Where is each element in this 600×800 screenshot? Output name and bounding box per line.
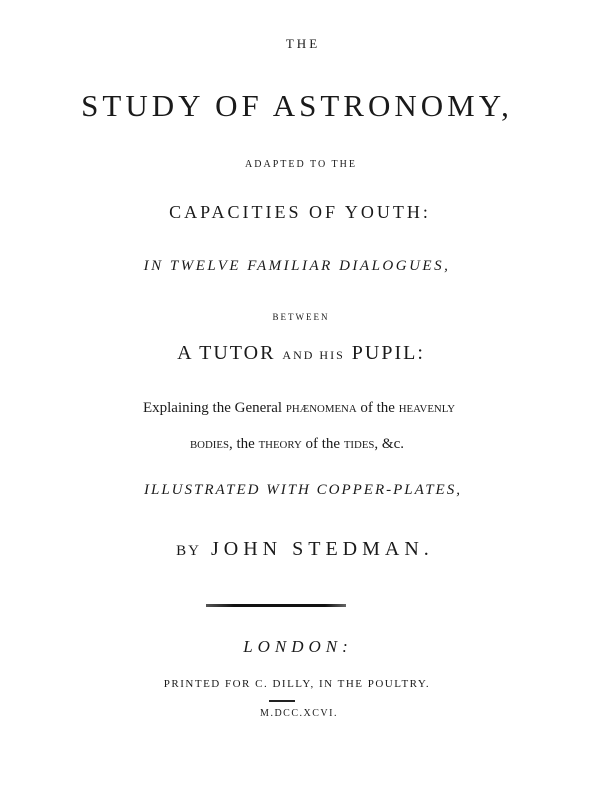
pupil-text: PUPIL: — [351, 342, 425, 364]
heavenly-text: HEAVENLY — [398, 403, 456, 415]
divider-rule — [206, 604, 346, 607]
tutor-pupil-line — [1, 343, 600, 363]
capacities-line: CAPACITIES OF YOUTH: — [169, 202, 431, 222]
theory-text: THEORY — [258, 439, 302, 451]
bodies-text-3: of the — [301, 436, 344, 452]
place-of-publication: LONDON: — [243, 637, 353, 656]
bodies-line — [0, 437, 597, 452]
explain-text-2: of the — [356, 400, 399, 416]
explaining-line — [0, 401, 599, 416]
between-line: BETWEEN — [272, 312, 330, 322]
tides-text: TIDES — [343, 439, 375, 451]
illustrated-line: ILLUSTRATED WITH COPPER-PLATES, — [144, 482, 462, 498]
small-divider-rule — [269, 700, 295, 702]
main-title: STUDY OF ASTRONOMY, — [81, 88, 513, 123]
dialogues-line: IN TWELVE FAMILIAR DIALOGUES, — [143, 258, 451, 274]
bodies-text-4: , &c. — [374, 436, 404, 452]
bodies-text-2: , the — [228, 436, 259, 452]
bodies-text: BODIES — [189, 439, 229, 451]
the-heading: THE — [285, 36, 321, 51]
by-text: BY — [176, 543, 202, 559]
explain-text-1: Explaining the General — [142, 400, 286, 416]
tutor-text: A TUTOR — [177, 342, 276, 364]
author-line — [5, 539, 600, 559]
printer-line: PRINTED FOR C. DILLY, IN THE POULTRY. — [163, 678, 431, 690]
publication-date: M.DCC.XCVI. — [260, 708, 338, 719]
author-name: JOHN STEDMAN. — [211, 538, 434, 560]
adapted-line: ADAPTED TO THE — [245, 159, 357, 170]
and-his-text: AND HIS — [282, 348, 345, 362]
phaenomena-text: PHÆNOMENA — [285, 403, 357, 415]
